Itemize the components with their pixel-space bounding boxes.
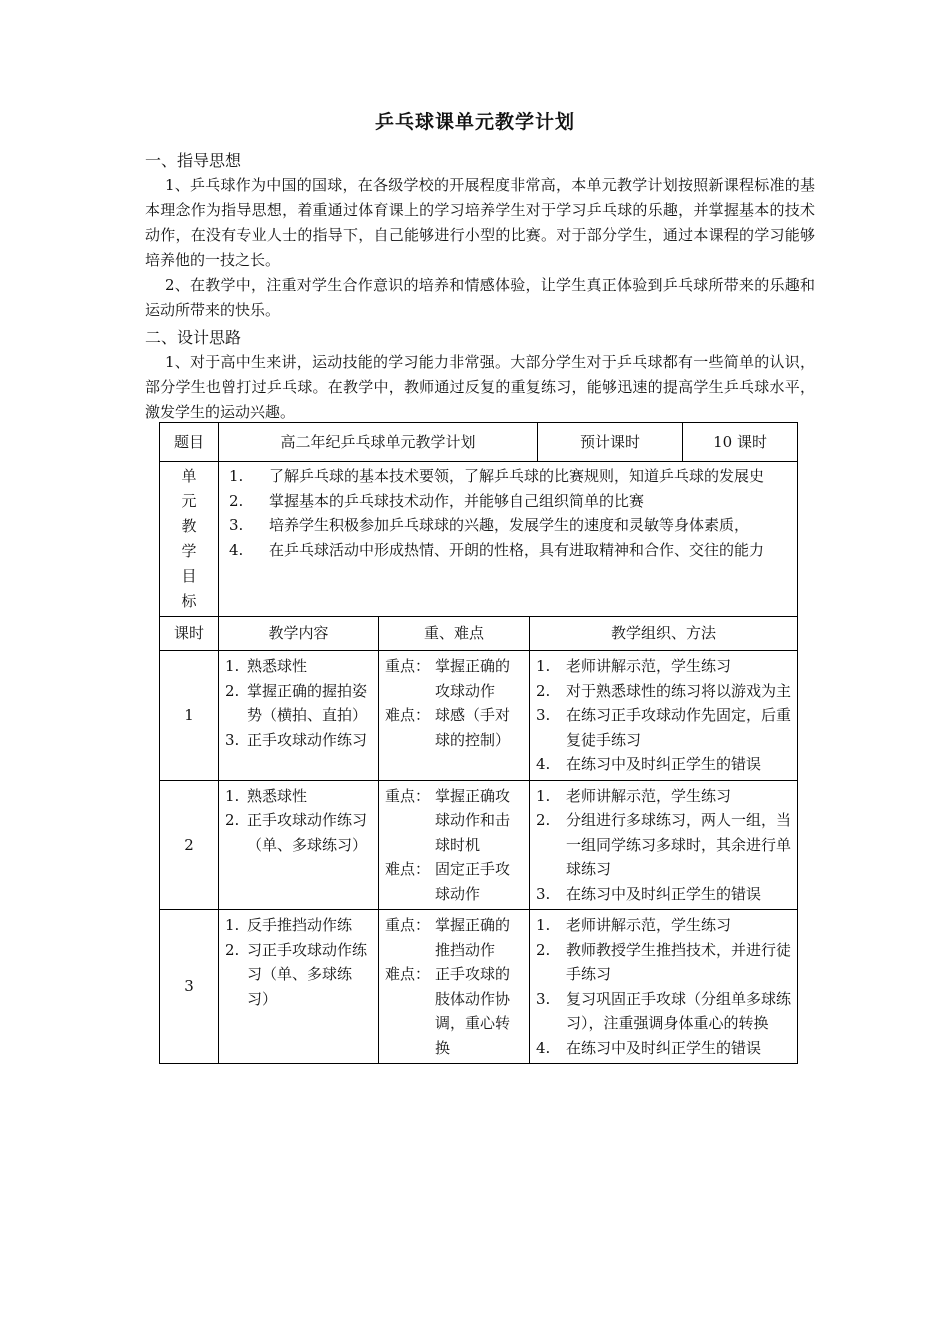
item-number: 1. bbox=[536, 916, 551, 934]
item-text: 了解乒乓球的基本技术要领，了解乒乓球的比赛规则，知道乒乓球的发展史 bbox=[269, 467, 765, 485]
table-row bbox=[160, 651, 798, 781]
section-design-idea bbox=[145, 325, 815, 425]
item-text: 掌握基本的乒乓球技术动作，并能够自己组织简单的比赛 bbox=[269, 491, 645, 510]
item-text: 熟悉球性 bbox=[247, 786, 308, 805]
item-text: 正手攻球动作练习（单、多球练习） bbox=[247, 811, 368, 854]
focus-key: 重点： bbox=[385, 657, 431, 675]
item-text: 对于熟悉球性的练习将以游戏为主 bbox=[566, 681, 792, 700]
item-number: 1. bbox=[536, 657, 551, 675]
list-item bbox=[225, 784, 372, 809]
item-number: 3. bbox=[536, 884, 551, 903]
lesson-methods bbox=[530, 780, 798, 910]
item-text: 在乒乓球活动中形成热情、开朗的性格，具有进取精神和合作、交往的能力 bbox=[269, 540, 765, 559]
lesson-focus bbox=[379, 910, 530, 1064]
item-text: 习正手攻球动作练习（单、多球练习） bbox=[247, 940, 368, 1008]
goals-label-char: 标 bbox=[181, 592, 197, 610]
focus-value: 球感（手对球的控制） bbox=[435, 706, 511, 749]
list-item bbox=[536, 808, 791, 882]
goals-label-char: 目 bbox=[181, 567, 197, 585]
item-number: 2. bbox=[536, 811, 551, 829]
lesson-content bbox=[219, 780, 379, 910]
focus-value: 掌握正确攻球动作和击球时机 bbox=[435, 786, 511, 854]
page-title: 乒乓球课单元教学计划 bbox=[374, 111, 575, 133]
item-number: 3. bbox=[225, 730, 240, 749]
list-item bbox=[225, 808, 372, 857]
item-text: 培养学生积极参加乒乓球球的兴趣，发展学生的速度和灵敏等身体素质， bbox=[269, 516, 750, 534]
paragraph: 1、对于高中生来讲，运动技能的学习能力非常强。大部分学生对于乒乓球都有一些简单的认识，部分学生也曾打过乒乓球。在教学中，教师通过反复的重复练习，能够迅速的提高学生乒乓球水平，激发学生的运动兴趣。 bbox=[145, 353, 815, 421]
unit-plan-table bbox=[159, 422, 798, 1064]
list-item bbox=[225, 728, 372, 753]
hours-value: 10 课时 bbox=[683, 423, 798, 462]
list-item bbox=[536, 1036, 791, 1061]
list-item bbox=[536, 913, 791, 938]
table-row bbox=[160, 423, 798, 462]
focus-item bbox=[385, 654, 523, 703]
item-number: 4. bbox=[536, 1038, 551, 1057]
item-text: 反手推挡动作练 bbox=[247, 916, 353, 934]
list-item bbox=[536, 654, 791, 679]
item-number: 1. bbox=[536, 786, 551, 805]
list-item bbox=[536, 703, 791, 752]
list-item bbox=[536, 752, 791, 777]
focus-key: 重点： bbox=[385, 786, 431, 805]
focus-item bbox=[385, 784, 523, 858]
goals-label-char: 单 bbox=[181, 467, 197, 485]
focus-value: 掌握正确的攻球动作 bbox=[435, 657, 511, 700]
focus-value: 固定正手攻球动作 bbox=[435, 860, 511, 903]
item-number: 4. bbox=[536, 755, 551, 773]
goals-label-char: 学 bbox=[181, 542, 197, 560]
item-text: 老师讲解示范，学生练习 bbox=[566, 786, 732, 805]
item-number: 1. bbox=[225, 657, 240, 675]
topic-value: 高二年纪乒乓球单元教学计划 bbox=[219, 423, 538, 462]
item-number: 1. bbox=[229, 467, 244, 485]
item-number: 2. bbox=[225, 681, 240, 700]
goals-label-char: 元 bbox=[181, 492, 197, 510]
item-number: 2. bbox=[229, 491, 244, 510]
header-period: 课时 bbox=[160, 617, 219, 651]
item-text: 正手攻球动作练习 bbox=[247, 730, 368, 749]
section-heading: 一、指导思想 bbox=[145, 151, 242, 170]
focus-key: 重点： bbox=[385, 916, 431, 934]
lesson-focus bbox=[379, 780, 530, 910]
item-number: 3. bbox=[536, 706, 551, 724]
paragraph: 2、在教学中，注重对学生合作意识的培养和情感体验，让学生真正体验到乒乓球所带来的乐趣和运动所带来的快乐。 bbox=[145, 276, 815, 319]
list-item bbox=[229, 538, 791, 563]
focus-key: 难点： bbox=[385, 965, 431, 983]
item-text: 在练习中及时纠正学生的错误 bbox=[566, 884, 762, 903]
goals-list bbox=[219, 462, 798, 617]
list-item bbox=[229, 464, 791, 489]
item-text: 教师教授学生推挡技术，并进行徒手练习 bbox=[566, 940, 792, 983]
item-number: 2. bbox=[225, 811, 240, 829]
list-item bbox=[536, 987, 791, 1036]
list-item bbox=[225, 938, 372, 1012]
list-item bbox=[229, 513, 791, 538]
item-text: 分组进行多球练习，两人一组，当一组同学练习多球时，其余进行单球练习 bbox=[566, 811, 792, 878]
item-text: 熟悉球性 bbox=[247, 657, 308, 675]
table-header-row bbox=[160, 617, 798, 651]
item-number: 1. bbox=[225, 786, 240, 805]
list-item bbox=[229, 489, 791, 514]
item-number: 3. bbox=[229, 516, 244, 534]
item-number: 3. bbox=[536, 989, 551, 1008]
section-heading: 二、设计思路 bbox=[145, 328, 242, 347]
header-focus: 重、难点 bbox=[379, 617, 530, 651]
paragraph: 1、乒乓球作为中国的国球，在各级学校的开展程度非常高，本单元教学计划按照新课程标准的基本理念作为指导思想，着重通过体育课上的学习培养学生对于学习乒乓球的乐趣，并掌握基本的技术动作，在没有专业人士的指导下，自己能够进行小型的比赛。对于部分学生，通过本课程的学习能够培养他的一技之长。 bbox=[145, 176, 815, 269]
focus-key: 难点： bbox=[385, 860, 431, 878]
focus-item bbox=[385, 962, 523, 1060]
list-item bbox=[536, 679, 791, 704]
table-row bbox=[160, 780, 798, 910]
lesson-focus bbox=[379, 651, 530, 781]
table-row bbox=[160, 462, 798, 617]
list-item bbox=[225, 913, 372, 938]
item-text: 老师讲解示范，学生练习 bbox=[566, 657, 732, 675]
item-text: 在练习中及时纠正学生的错误 bbox=[566, 755, 762, 773]
lesson-period: 2 bbox=[160, 780, 219, 910]
topic-label: 题目 bbox=[160, 423, 219, 462]
list-item bbox=[225, 654, 372, 679]
item-text: 老师讲解示范，学生练习 bbox=[566, 916, 732, 934]
header-content: 教学内容 bbox=[219, 617, 379, 651]
focus-key: 难点： bbox=[385, 706, 431, 724]
lesson-content bbox=[219, 651, 379, 781]
goals-label bbox=[160, 462, 219, 617]
lesson-content bbox=[219, 910, 379, 1064]
lesson-period: 3 bbox=[160, 910, 219, 1064]
list-item bbox=[536, 882, 791, 907]
item-number: 2. bbox=[225, 940, 240, 959]
focus-item bbox=[385, 913, 523, 962]
goals-label-char: 教 bbox=[181, 517, 197, 535]
lesson-methods bbox=[530, 910, 798, 1064]
item-text: 在练习正手攻球动作先固定，后重复徒手练习 bbox=[566, 706, 792, 749]
header-method: 教学组织、方法 bbox=[530, 617, 798, 651]
item-number: 4. bbox=[229, 540, 244, 559]
focus-value: 正手攻球的肢体动作协调，重心转换 bbox=[435, 965, 511, 1057]
lesson-methods bbox=[530, 651, 798, 781]
item-text: 在练习中及时纠正学生的错误 bbox=[566, 1038, 762, 1057]
item-number: 2. bbox=[536, 681, 551, 700]
focus-value: 掌握正确的推挡动作 bbox=[435, 916, 511, 959]
section-guiding-ideology bbox=[145, 148, 815, 323]
item-text: 复习巩固正手攻球（分组单多球练习），注重强调身体重心的转换 bbox=[566, 989, 792, 1032]
focus-item bbox=[385, 857, 523, 906]
lesson-period: 1 bbox=[160, 651, 219, 781]
list-item bbox=[536, 784, 791, 809]
focus-item bbox=[385, 703, 523, 752]
table-row bbox=[160, 910, 798, 1064]
item-number: 2. bbox=[536, 940, 551, 959]
list-item bbox=[225, 679, 372, 728]
item-text: 掌握正确的握拍姿势（横拍、直拍） bbox=[247, 681, 368, 724]
list-item bbox=[536, 938, 791, 987]
item-number: 1. bbox=[225, 916, 240, 934]
hours-label: 预计课时 bbox=[538, 423, 683, 462]
